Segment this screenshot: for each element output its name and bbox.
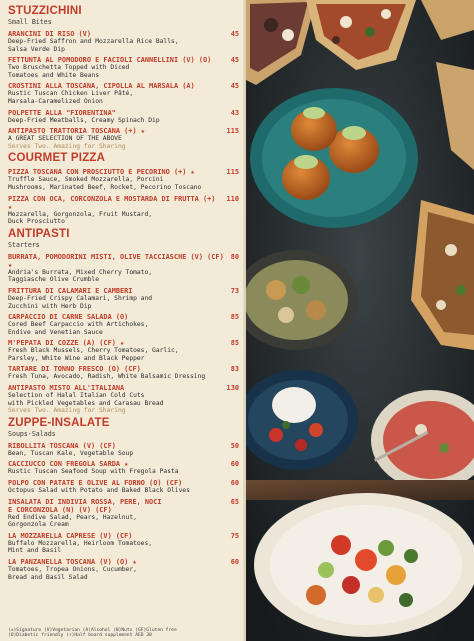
menu-item	[8, 168, 239, 191]
menu-item	[8, 532, 239, 555]
item-name: TARTARE DI TONNO FRESCO (O) (CF)	[8, 365, 141, 374]
item-description: Buffalo Mozzarella, Heirloom Tomatoes, Mint and Basil	[8, 539, 153, 555]
item-price: 115	[226, 168, 239, 177]
item-description: A GREAT SELECTION OF THE ABOVE	[8, 135, 122, 143]
item-price: 50	[230, 441, 239, 450]
section-title: STUZZICHINI	[8, 5, 82, 17]
item-description: Red Endive Salad, Pears, Hazelnut, Gorgonzola Cream	[8, 513, 137, 529]
item-price: 60	[230, 558, 239, 566]
menu-item	[8, 56, 239, 79]
item-price: 130	[226, 384, 239, 393]
item-description: Deep-Fried Meatballs, Creamy Spinach Dip	[8, 116, 160, 124]
item-price: 60	[230, 460, 239, 469]
item-name: LA MOZZARELLA CAPRESE (V) (CF)	[8, 531, 133, 540]
item-description: Deep-Fried Saffron and Mozzarella Rice Balls, Salsa Verde Dip	[8, 38, 179, 53]
menu-item	[8, 127, 239, 150]
item-description: Two Bruschetta Topped with Diced Tomatoes and White Beans	[8, 64, 130, 79]
menu-item	[8, 498, 239, 529]
item-price: 73	[230, 286, 239, 295]
item-note: Serves Two. Amazing for Sharing	[8, 407, 126, 415]
item-name: BURRATA, POMODORINI MISTI, OLIVE TACCIASCHE (V) (CF) ★	[8, 252, 224, 269]
item-description: Rustic Tuscan Seafood Soup with Fregola Pasta	[8, 468, 179, 476]
item-description: Octopus Salad with Potato and Baked Black Olives	[8, 487, 190, 495]
menu-item	[8, 30, 239, 53]
panzanella-salad-image	[254, 493, 474, 637]
item-description: Cored Beef Carpaccio with Artichokes, Endive and Venetian Sauce	[8, 321, 149, 336]
menu-item	[8, 365, 239, 381]
legend-footer: (★)Signature (V)Vegetarian (A)Alcohol (N)Nuts (GF)Gluten free (O)Diabetic friendly (+)Half board supplement AED 30	[8, 627, 177, 639]
section-subtitle: Soups-Salads	[8, 429, 56, 438]
item-name: INSALATA DI INDIVIA ROSSA, PERE, NOCI E CORCONZOLA (N) (V) (CF)	[8, 497, 162, 514]
item-description: Andria's Burrata, Mixed Cherry Tomato, Taggiasche Olive Crumble	[8, 268, 153, 284]
menu-item	[8, 109, 239, 125]
section-title: COURMET PIZZA	[8, 152, 106, 165]
item-name: PIZZA TOSCANA CON PROSCIUTTO E PECORINO (+) ★	[8, 168, 195, 177]
item-description: Rustic Tuscan Chicken Liver Pâté, Marsala-Caramelized Onion	[8, 90, 134, 105]
item-price: 65	[230, 497, 239, 506]
item-price: 110	[226, 194, 239, 203]
item-price: 115	[226, 127, 239, 136]
menu-item	[8, 82, 239, 105]
item-price: 45	[230, 30, 239, 38]
item-name: POLPETTE ALLA "FIORENTINA"	[8, 108, 116, 117]
item-description: Mozzarella, Gorgonzola, Fruit Mustard, Duck Prosciutto	[8, 210, 153, 226]
menu-item	[8, 558, 239, 581]
item-note: Serves Two. Amazing for Sharing	[8, 142, 126, 150]
item-name: POLPO CON PATATE E OLIVE AL FORNO (O) (CF)	[8, 479, 183, 488]
item-description: Tomatoes, Tropea Onions, Cucumber, Bread and Basil Salad	[8, 566, 137, 581]
item-price: 45	[230, 82, 239, 91]
item-name: PIZZA CON OCA, CORCONZOLA E MOSTARDA DI FRUTTA (+) ★	[8, 194, 216, 211]
item-name: LA PANZANELLA TOSCANA (V) (O) ★	[8, 558, 137, 566]
item-description: Fresh Black Mussels, Cherry Tomatoes, Garlic, Parsley, White Wine and Black Pepper	[8, 347, 179, 362]
menu-item	[8, 479, 239, 495]
menu-item	[8, 313, 239, 336]
item-description: Truffle Sauce, Smoked Mozzarella, Porcini Mushrooms, Marinated Beef, Rocket, Pecorino Toscano	[8, 176, 202, 191]
menu-item	[8, 460, 239, 476]
item-name: FETTUNTA AL POMODORO E FACIOLI CANNELLINI (V) (O)	[8, 56, 212, 65]
item-price: 83	[230, 365, 239, 374]
menu-item	[8, 442, 239, 458]
item-name: CROSTINI ALLA TOSCANA, CIPOLLA AL MARSALA (A)	[8, 82, 195, 91]
item-name: M'PEPATA DI COZZE (A) (CF) ★	[8, 339, 125, 348]
item-name: ANTIPASTO TRATTORIA TOSCANA (+) ★	[8, 127, 145, 136]
menu-item	[8, 253, 239, 284]
item-name: ANTIPASTO MISTO ALL'ITALIANA	[8, 384, 125, 393]
section-subtitle: Starters	[8, 240, 40, 249]
menu-item	[8, 287, 239, 310]
item-name: FRITTURA DI CALAMARI E CAMBERI	[8, 286, 133, 295]
item-price: 80	[230, 252, 239, 261]
menu-item	[8, 339, 239, 362]
menu-item	[8, 195, 239, 226]
food-photo-collage	[246, 0, 474, 641]
item-price: 85	[230, 339, 239, 348]
item-price: 43	[230, 108, 239, 117]
section-title: ZUPPE-INSALATE	[8, 416, 110, 429]
section-title: ANTIPASTI	[8, 227, 70, 240]
section-subtitle: Small Bites	[8, 18, 52, 26]
menu-item	[8, 384, 239, 415]
item-price: 75	[230, 531, 239, 540]
item-description: Deep-Fried Crispy Calamari, Shrimp and Zucchini with Herb Dip	[8, 294, 153, 310]
item-description: Fresh Tuna, Avocado, Radish, White Balsamic Dressing	[8, 373, 206, 381]
item-name: CACCIUCCO CON FREGOLA SARDA ★	[8, 460, 129, 469]
arancini-plate-image	[250, 88, 418, 228]
item-description: Bean, Tuscan Kale, Vegetable Soup	[8, 449, 134, 457]
item-name: ARANCINI DI RISO (V)	[8, 30, 91, 38]
item-price: 60	[230, 479, 239, 488]
item-price: 45	[230, 56, 239, 65]
item-price: 85	[230, 313, 239, 322]
item-name: CARPACCIO DI CARNE SALADA (O)	[8, 313, 129, 322]
item-name: RIBOLLITA TOSCANA (V) (CF)	[8, 441, 116, 450]
item-description: Selection of Halal Italian Cold Cuts with Pickled Vegetables and Carasau Bread	[8, 392, 164, 407]
